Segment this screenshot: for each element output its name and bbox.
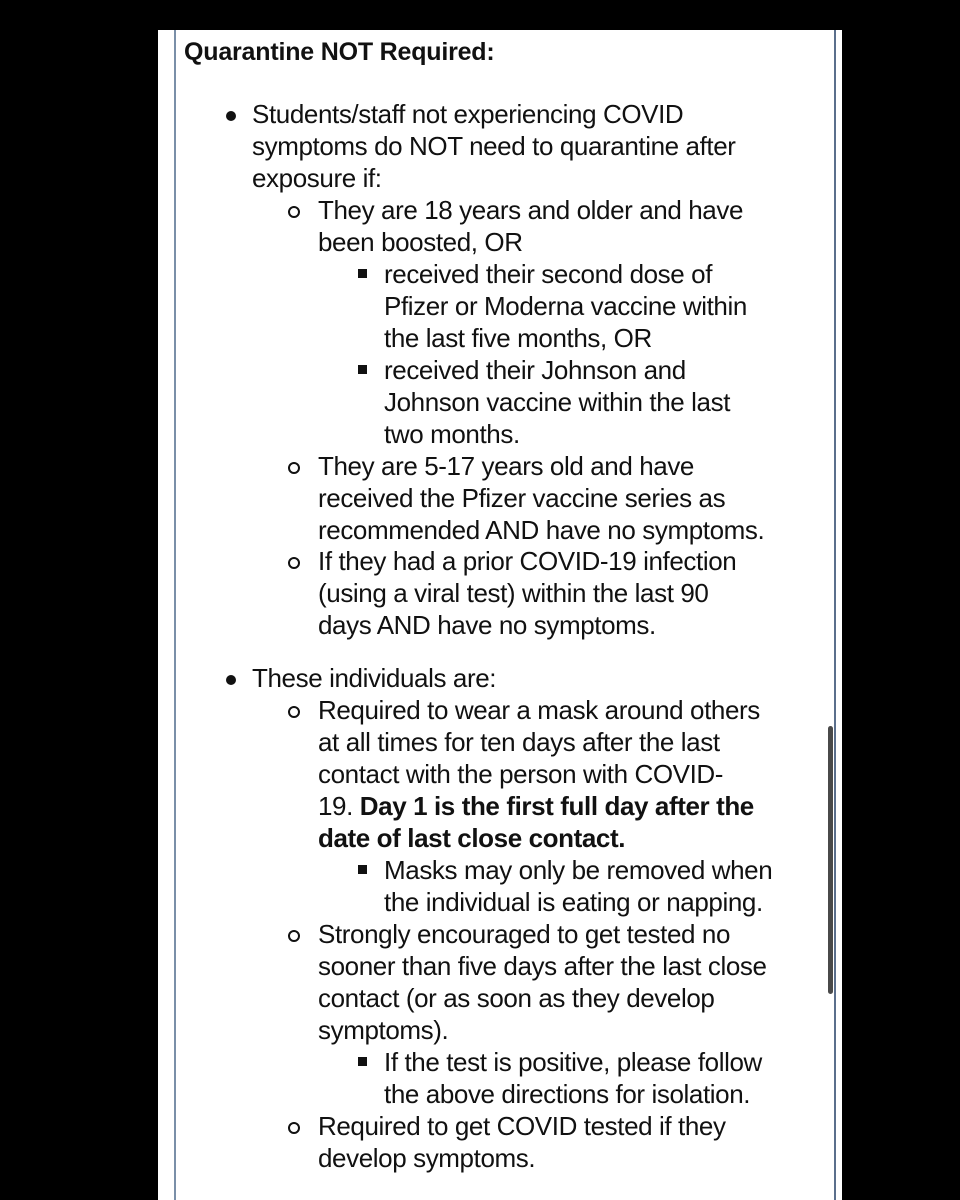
bullet-disc-icon xyxy=(226,675,236,685)
bullet-square-icon xyxy=(358,365,367,374)
b2-sub1-line4-plain: 19. xyxy=(318,791,360,821)
b2-sub2-item1-line2: the above directions for isolation. xyxy=(384,1079,751,1109)
b2-sub1-line3: contact with the person with COVID- xyxy=(318,759,724,789)
b2-sub2-line1: Strongly encouraged to get tested no xyxy=(318,919,731,949)
sub1-item1-line3: the last five months, OR xyxy=(384,323,652,353)
b2-sub1-line5: date of last close contact. xyxy=(318,823,626,853)
sub2-line3: recommended AND have no symptoms. xyxy=(318,515,765,545)
sub1-line1: They are 18 years and older and have xyxy=(318,195,743,225)
b2-sub2-line2: sooner than five days after the last close xyxy=(318,951,767,981)
b2-sub1-line4 xyxy=(318,791,754,823)
sub3-line2: (using a viral test) within the last 90 xyxy=(318,578,709,608)
bullet-circle-icon xyxy=(288,706,300,718)
b2-sub3-line1: Required to get COVID tested if they xyxy=(318,1111,726,1141)
bullet-square-icon xyxy=(358,1057,367,1066)
sub1-item1-line1: received their second dose of xyxy=(384,259,713,289)
sub1-item2-line1: received their Johnson and xyxy=(384,355,686,385)
b2-sub2-item1-line1: If the test is positive, please follow xyxy=(384,1047,762,1077)
bullet-square-icon xyxy=(358,269,367,278)
bullet2-line: These individuals are: xyxy=(252,663,497,693)
b2-sub1-line4-bold: Day 1 is the first full day after the xyxy=(359,791,754,821)
sub2-line1: They are 5-17 years old and have xyxy=(318,451,694,481)
b2-sub1-line2: at all times for ten days after the last xyxy=(318,727,720,757)
bullet-circle-icon xyxy=(288,557,300,569)
bullet-square-icon xyxy=(358,865,367,874)
bullet-circle-icon xyxy=(288,206,300,218)
bullet-circle-icon xyxy=(288,462,300,474)
b2-sub3-line2: develop symptoms. xyxy=(318,1143,536,1173)
b2-sub2-line4: symptoms). xyxy=(318,1015,449,1045)
bullet1-line3: exposure if: xyxy=(252,163,382,193)
bullet-disc-icon xyxy=(226,111,236,121)
scrollbar[interactable] xyxy=(828,726,833,994)
b2-sub1-item1-line2: the individual is eating or napping. xyxy=(384,887,763,917)
sub1-item1-line2: Pfizer or Moderna vaccine within xyxy=(384,291,747,321)
sub3-line3: days AND have no symptoms. xyxy=(318,610,656,640)
sub1-item2-line2: Johnson vaccine within the last xyxy=(384,387,731,417)
sub1-item2-line3: two months. xyxy=(384,419,520,449)
sub2-line2: received the Pfizer vaccine series as xyxy=(318,483,726,513)
b2-sub2-line3: contact (or as soon as they develop xyxy=(318,983,715,1013)
bullet-circle-icon xyxy=(288,1122,300,1134)
sub3-line1: If they had a prior COVID-19 infection xyxy=(318,546,737,576)
bullet1-line2: symptoms do NOT need to quarantine after xyxy=(252,131,736,161)
section-heading: Quarantine NOT Required: xyxy=(184,38,495,66)
bullet-circle-icon xyxy=(288,930,300,942)
bullet1-line1: Students/staff not experiencing COVID xyxy=(252,99,684,129)
sub1-line2: been boosted, OR xyxy=(318,227,523,257)
document-page xyxy=(158,30,842,1200)
b2-sub1-item1-line1: Masks may only be removed when xyxy=(384,855,773,885)
b2-sub1-line1: Required to wear a mask around others xyxy=(318,695,760,725)
